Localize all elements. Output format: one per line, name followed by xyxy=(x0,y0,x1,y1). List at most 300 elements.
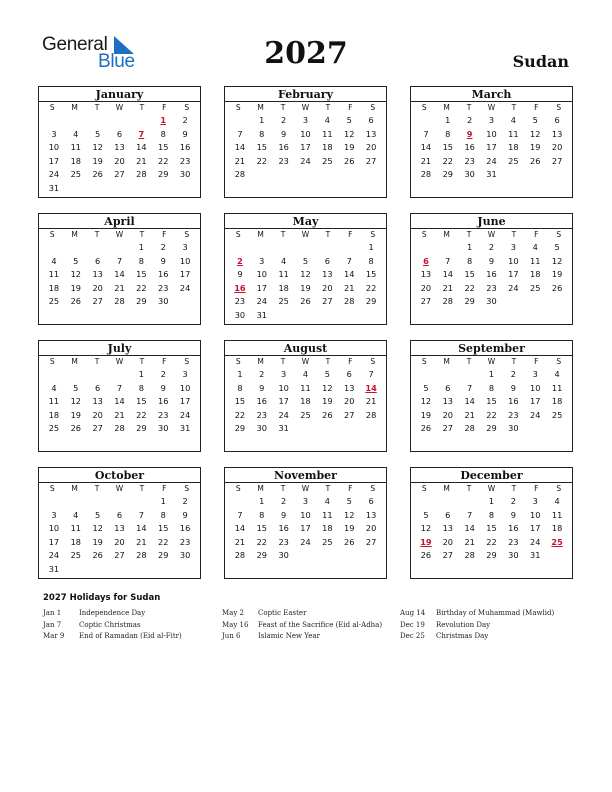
week-row xyxy=(41,141,198,155)
day-cell: 31 xyxy=(48,563,60,574)
day-cell: 3 xyxy=(182,369,188,379)
weekday-label: T xyxy=(325,230,331,239)
day-cell: 23 xyxy=(464,155,475,166)
day-cell: 27 xyxy=(365,536,377,547)
holiday-day-cell: 14 xyxy=(365,382,377,393)
empty-day-cell xyxy=(316,241,338,255)
day-cell: 17 xyxy=(179,396,191,407)
day-cell: 24 xyxy=(508,282,519,293)
day-cell: 27 xyxy=(114,169,125,180)
month-september xyxy=(410,340,573,452)
month-april xyxy=(38,213,201,325)
holiday-date: Jan 7 xyxy=(43,620,62,629)
empty-day-cell xyxy=(437,495,459,509)
day-cell: 28 xyxy=(344,296,355,307)
day-cell: 22 xyxy=(486,536,497,547)
empty-day-cell xyxy=(546,168,568,182)
day-cell: 19 xyxy=(322,396,333,407)
week-row xyxy=(41,128,198,142)
day-cell: 7 xyxy=(346,255,352,266)
day-cell: 25 xyxy=(322,155,333,166)
day-cell: 19 xyxy=(530,142,541,153)
weekday-label: S xyxy=(370,357,376,366)
day-cell: 27 xyxy=(344,409,355,420)
day-cell: 20 xyxy=(114,155,125,166)
day-cell: 6 xyxy=(445,509,451,520)
day-cell: 8 xyxy=(259,509,265,520)
week-row xyxy=(41,168,198,182)
empty-day-cell xyxy=(174,563,196,577)
day-cell: 24 xyxy=(300,155,311,166)
day-cell: 8 xyxy=(488,382,495,393)
month-title: July xyxy=(39,341,200,356)
day-cell: 16 xyxy=(256,396,267,407)
week-row xyxy=(413,141,570,155)
day-cell: 1 xyxy=(259,115,265,125)
day-cell: 23 xyxy=(234,296,246,307)
weekday-label: S xyxy=(235,230,241,239)
day-cell: 15 xyxy=(234,396,246,407)
day-cell: 19 xyxy=(70,282,81,293)
day-cell: 5 xyxy=(95,128,101,139)
day-cell: 8 xyxy=(138,382,144,393)
empty-day-cell xyxy=(360,168,382,182)
day-cell: 14 xyxy=(136,142,147,153)
day-cell: 9 xyxy=(281,128,287,139)
day-cell: 1 xyxy=(445,115,451,125)
week-row xyxy=(413,241,570,255)
week-row xyxy=(413,128,570,142)
day-cell: 27 xyxy=(114,550,125,561)
day-cell: 14 xyxy=(136,523,147,534)
day-cell: 23 xyxy=(278,155,289,166)
week-row xyxy=(227,282,384,296)
day-cell: 24 xyxy=(530,536,541,547)
country-name: Sudan xyxy=(512,52,569,71)
empty-day-cell xyxy=(87,563,109,577)
day-cell: 22 xyxy=(136,282,147,293)
day-cell: 15 xyxy=(136,269,147,280)
empty-day-cell xyxy=(295,241,317,255)
empty-day-cell xyxy=(295,168,317,182)
day-cell: 17 xyxy=(300,142,311,153)
day-cell: 14 xyxy=(114,396,125,407)
empty-day-cell xyxy=(502,168,524,182)
weekday-label: S xyxy=(184,103,190,112)
weekday-label: W xyxy=(301,103,310,112)
day-cell: 1 xyxy=(467,242,473,252)
weekday-header xyxy=(411,483,572,494)
month-july xyxy=(38,340,201,452)
empty-day-cell xyxy=(87,368,109,382)
weekday-label: S xyxy=(556,230,562,239)
day-cell: 17 xyxy=(508,269,519,280)
empty-day-cell xyxy=(109,182,131,196)
day-cell: 15 xyxy=(136,396,147,407)
day-cell: 3 xyxy=(302,115,309,125)
day-cell: 13 xyxy=(551,128,563,139)
weekday-header xyxy=(411,356,572,367)
weekday-label: T xyxy=(325,103,331,112)
empty-day-cell xyxy=(152,182,174,196)
day-cell: 4 xyxy=(51,382,57,393)
day-cell: 14 xyxy=(420,142,432,153)
weekday-label: M xyxy=(257,357,264,366)
weekday-label: M xyxy=(257,103,264,112)
day-cell: 16 xyxy=(179,142,191,153)
day-cell: 1 xyxy=(138,242,144,252)
day-cell: 6 xyxy=(554,115,560,125)
day-cell: 14 xyxy=(234,142,246,153)
day-cell: 9 xyxy=(160,382,166,393)
weekday-header xyxy=(411,102,572,113)
day-cell: 8 xyxy=(259,128,265,139)
day-cell: 23 xyxy=(158,409,169,420)
day-cell: 5 xyxy=(73,255,79,266)
weekday-label: S xyxy=(421,357,427,366)
day-cell: 16 xyxy=(464,142,475,153)
empty-day-cell xyxy=(229,495,251,509)
day-cell: 24 xyxy=(278,409,289,420)
week-row xyxy=(227,255,384,269)
empty-day-cell xyxy=(109,114,131,128)
holiday-entry xyxy=(222,608,382,620)
day-cell: 16 xyxy=(179,523,191,534)
day-cell: 1 xyxy=(368,242,374,252)
day-cell: 24 xyxy=(530,409,541,420)
day-cell: 15 xyxy=(486,523,497,534)
day-cell: 21 xyxy=(136,155,147,166)
weekday-label: W xyxy=(301,357,310,366)
day-cell: 18 xyxy=(70,536,81,547)
day-cell: 23 xyxy=(179,536,191,547)
day-cell: 9 xyxy=(259,382,265,393)
day-cell: 26 xyxy=(344,155,355,166)
day-cell: 22 xyxy=(442,155,453,166)
week-row xyxy=(41,368,198,382)
day-cell: 25 xyxy=(300,409,311,420)
day-cell: 6 xyxy=(368,496,374,506)
day-cell: 16 xyxy=(508,396,519,407)
holiday-day-cell: 1 xyxy=(160,115,167,125)
day-cell: 12 xyxy=(530,128,541,139)
day-cell: 12 xyxy=(420,523,432,534)
day-cell: 13 xyxy=(114,142,125,153)
day-cell: 18 xyxy=(508,142,519,153)
day-cell: 20 xyxy=(442,409,453,420)
day-cell: 22 xyxy=(136,409,147,420)
weekday-label: F xyxy=(348,357,353,366)
week-row xyxy=(227,368,384,382)
day-cell: 11 xyxy=(70,142,81,153)
day-cell: 19 xyxy=(300,282,311,293)
day-cell: 30 xyxy=(158,296,169,307)
day-cell: 13 xyxy=(365,128,377,139)
day-cell: 5 xyxy=(346,115,352,125)
day-cell: 12 xyxy=(344,509,355,520)
day-cell: 5 xyxy=(73,382,79,393)
empty-day-cell xyxy=(338,422,360,436)
holiday-date: Aug 14 xyxy=(400,609,426,617)
day-cell: 26 xyxy=(322,409,333,420)
day-cell: 12 xyxy=(344,128,355,139)
week-row xyxy=(227,268,384,282)
empty-day-cell xyxy=(459,368,481,382)
day-cell: 20 xyxy=(442,536,453,547)
weekday-label: M xyxy=(443,103,450,112)
day-cell: 20 xyxy=(365,142,377,153)
day-cell: 9 xyxy=(488,255,495,266)
empty-day-cell xyxy=(437,368,459,382)
weekday-label: S xyxy=(556,357,562,366)
weekday-header xyxy=(39,229,200,240)
day-cell: 20 xyxy=(92,282,103,293)
day-cell: 16 xyxy=(508,523,519,534)
day-cell: 22 xyxy=(158,536,169,547)
week-row xyxy=(413,168,570,182)
week-row xyxy=(227,549,384,563)
empty-day-cell xyxy=(251,168,273,182)
day-cell: 10 xyxy=(300,509,311,520)
holidays-column xyxy=(43,608,182,643)
weekday-label: W xyxy=(115,103,124,112)
week-row xyxy=(227,168,384,182)
week-row xyxy=(41,395,198,409)
day-cell: 30 xyxy=(234,309,246,320)
empty-day-cell xyxy=(87,241,109,255)
day-cell: 12 xyxy=(322,382,333,393)
weekday-label: S xyxy=(370,103,376,112)
day-cell: 15 xyxy=(256,523,267,534)
weekday-label: T xyxy=(466,484,472,493)
weekday-label: F xyxy=(534,230,539,239)
day-cell: 13 xyxy=(114,523,125,534)
week-row xyxy=(227,241,384,255)
day-cell: 3 xyxy=(51,509,57,520)
day-cell: 5 xyxy=(346,496,352,506)
day-cell: 8 xyxy=(467,255,473,266)
weekday-label: F xyxy=(162,230,167,239)
day-cell: 6 xyxy=(368,115,374,125)
weekday-label: W xyxy=(487,103,496,112)
day-cell: 6 xyxy=(95,255,101,266)
day-cell: 7 xyxy=(116,382,123,393)
weekday-label: W xyxy=(115,357,124,366)
weekday-header xyxy=(225,229,386,240)
empty-day-cell xyxy=(65,495,87,509)
day-cell: 7 xyxy=(138,509,144,520)
empty-day-cell xyxy=(65,241,87,255)
holiday-entry xyxy=(400,631,554,643)
weekday-label: T xyxy=(325,357,331,366)
day-cell: 4 xyxy=(554,369,560,379)
holiday-name: Islamic New Year xyxy=(258,632,320,640)
weekday-label: T xyxy=(94,484,100,493)
day-cell: 18 xyxy=(551,523,563,534)
day-cell: 21 xyxy=(234,536,246,547)
day-cell: 28 xyxy=(136,550,147,561)
empty-day-cell xyxy=(360,309,382,323)
day-cell: 10 xyxy=(300,128,311,139)
holiday-entry xyxy=(400,608,554,620)
empty-day-cell xyxy=(273,241,295,255)
day-cell: 7 xyxy=(445,255,451,266)
day-cell: 17 xyxy=(179,269,191,280)
empty-day-cell xyxy=(546,422,568,436)
week-row xyxy=(41,255,198,269)
day-cell: 20 xyxy=(365,523,377,534)
weekday-label: S xyxy=(370,230,376,239)
day-cell: 2 xyxy=(160,242,166,252)
day-cell: 25 xyxy=(48,296,60,307)
empty-day-cell xyxy=(43,114,65,128)
holidays-column xyxy=(400,608,554,643)
day-cell: 27 xyxy=(322,296,333,307)
day-cell: 2 xyxy=(281,115,287,125)
holiday-name: Feast of the Sacrifice (Eid al-Adha) xyxy=(258,620,383,629)
day-cell: 2 xyxy=(510,496,516,506)
day-cell: 17 xyxy=(48,536,60,547)
day-cell: 22 xyxy=(158,155,169,166)
empty-day-cell xyxy=(360,549,382,563)
day-cell: 9 xyxy=(237,269,243,280)
day-cell: 14 xyxy=(464,396,475,407)
day-cell: 19 xyxy=(70,409,81,420)
holiday-day-cell: 6 xyxy=(423,255,429,266)
weekday-label: W xyxy=(115,484,124,493)
week-row xyxy=(227,495,384,509)
day-cell: 7 xyxy=(237,128,243,139)
weekday-label: M xyxy=(443,484,450,493)
empty-day-cell xyxy=(295,422,317,436)
weekday-label: S xyxy=(184,357,190,366)
weekday-label: W xyxy=(115,230,124,239)
day-cell: 24 xyxy=(256,296,267,307)
day-cell: 22 xyxy=(256,155,267,166)
day-cell: 10 xyxy=(179,382,191,393)
day-cell: 31 xyxy=(278,423,289,434)
day-cell: 9 xyxy=(510,509,516,520)
weekday-label: T xyxy=(280,357,286,366)
weekday-label: T xyxy=(511,230,517,239)
day-cell: 31 xyxy=(179,423,191,434)
empty-day-cell xyxy=(459,495,481,509)
month-march xyxy=(410,86,573,198)
week-row xyxy=(227,395,384,409)
day-cell: 30 xyxy=(508,550,519,561)
day-cell: 24 xyxy=(48,169,60,180)
weekday-header xyxy=(225,102,386,113)
day-cell: 10 xyxy=(179,255,191,266)
day-cell: 25 xyxy=(530,282,541,293)
day-cell: 31 xyxy=(530,550,541,561)
day-cell: 26 xyxy=(70,423,81,434)
weekday-label: T xyxy=(280,484,286,493)
empty-day-cell xyxy=(130,495,152,509)
empty-day-cell xyxy=(229,241,251,255)
holiday-entry xyxy=(43,608,182,620)
day-cell: 9 xyxy=(510,382,516,393)
weekday-label: S xyxy=(556,103,562,112)
day-cell: 19 xyxy=(344,142,355,153)
holiday-day-cell: 7 xyxy=(138,128,145,139)
week-row xyxy=(227,382,384,396)
day-cell: 29 xyxy=(486,423,497,434)
month-august xyxy=(224,340,387,452)
day-cell: 2 xyxy=(281,496,287,506)
day-cell: 2 xyxy=(160,369,166,379)
day-cell: 8 xyxy=(160,128,166,139)
day-cell: 30 xyxy=(179,550,191,561)
weekday-label: T xyxy=(94,103,100,112)
day-cell: 18 xyxy=(70,155,81,166)
empty-day-cell xyxy=(229,114,251,128)
holiday-day-cell: 25 xyxy=(551,536,563,547)
day-cell: 12 xyxy=(300,269,311,280)
holidays-title: 2027 Holidays for Sudan xyxy=(43,593,161,603)
day-cell: 28 xyxy=(365,409,377,420)
weekday-label: S xyxy=(556,484,562,493)
day-cell: 4 xyxy=(302,369,309,379)
day-cell: 16 xyxy=(158,269,169,280)
day-cell: 25 xyxy=(70,169,81,180)
week-row xyxy=(227,128,384,142)
weekday-label: T xyxy=(466,357,472,366)
day-cell: 29 xyxy=(158,550,169,561)
day-cell: 7 xyxy=(368,369,374,379)
weekday-label: S xyxy=(49,230,55,239)
week-row xyxy=(227,295,384,309)
holiday-date: Dec 19 xyxy=(400,620,425,629)
week-row xyxy=(413,395,570,409)
empty-day-cell xyxy=(415,241,437,255)
weekday-label: T xyxy=(139,230,145,239)
day-cell: 23 xyxy=(179,155,191,166)
empty-day-cell xyxy=(546,549,568,563)
day-cell: 3 xyxy=(182,242,188,252)
weekday-label: S xyxy=(184,484,190,493)
day-cell: 11 xyxy=(551,382,563,393)
empty-day-cell xyxy=(273,309,295,323)
empty-day-cell xyxy=(130,182,152,196)
week-row xyxy=(41,495,198,509)
day-cell: 6 xyxy=(445,382,451,393)
holiday-date: May 2 xyxy=(222,609,244,617)
week-row xyxy=(41,295,198,309)
day-cell: 28 xyxy=(114,423,125,434)
empty-day-cell xyxy=(43,241,65,255)
week-row xyxy=(227,141,384,155)
day-cell: 21 xyxy=(114,409,125,420)
day-cell: 14 xyxy=(464,523,475,534)
weekday-label: S xyxy=(235,103,241,112)
day-cell: 18 xyxy=(530,269,541,280)
day-cell: 29 xyxy=(136,423,147,434)
day-cell: 12 xyxy=(70,269,81,280)
day-cell: 26 xyxy=(420,423,432,434)
empty-day-cell xyxy=(43,495,65,509)
day-cell: 10 xyxy=(530,509,541,520)
weekday-label: M xyxy=(443,357,450,366)
empty-day-cell xyxy=(251,241,273,255)
holiday-name: Birthday of Muhammad (Mawlid) xyxy=(436,609,555,617)
empty-day-cell xyxy=(295,549,317,563)
weekday-label: S xyxy=(49,103,55,112)
day-cell: 10 xyxy=(530,382,541,393)
day-cell: 15 xyxy=(158,142,169,153)
week-row xyxy=(413,255,570,269)
day-cell: 18 xyxy=(278,282,289,293)
